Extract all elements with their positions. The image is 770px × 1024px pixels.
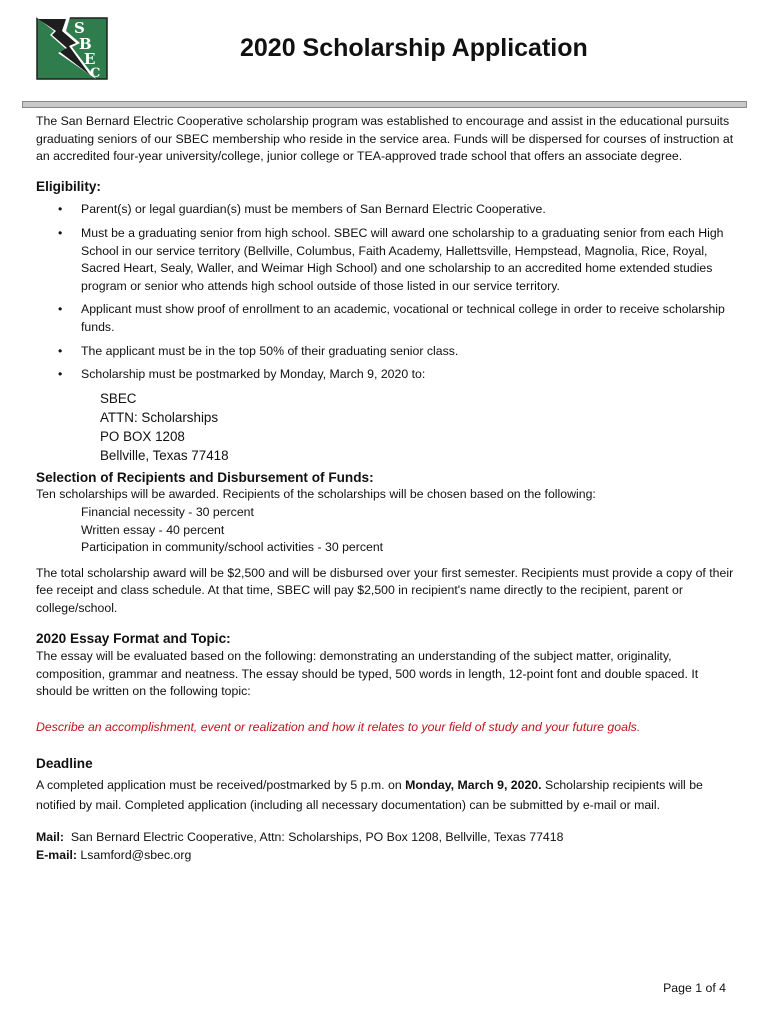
eligibility-item: • Scholarship must be postmarked by Monday, March 9, 2020 to: bbox=[36, 366, 736, 384]
selection-heading: Selection of Recipients and Disbursement of Funds: bbox=[36, 469, 374, 485]
award-paragraph: The total scholarship award will be $2,500 and will be disbursed over your first semester. Recipients must provide a copy of their fee receipt and class schedule. At that time, SBEC will pay $2,500 in recipient's name directly to the recipient, parent or college/school. bbox=[36, 565, 734, 615]
essay-topic: Describe an accomplishment, event or realization and how it relates to your field of study and your future goals. bbox=[36, 719, 641, 734]
criteria-item: Financial necessity - 30 percent bbox=[81, 504, 254, 519]
selection-intro: Ten scholarships will be awarded. Recipients of the scholarships will be chosen based on the following: bbox=[36, 487, 596, 502]
eligibility-item: • The applicant must be in the top 50% of their graduating senior class. bbox=[36, 343, 736, 361]
email-line bbox=[36, 847, 736, 865]
page-title: 2020 Scholarship Application bbox=[240, 34, 588, 62]
mail-line bbox=[36, 829, 736, 847]
email-value: Lsamford@sbec.org bbox=[77, 847, 192, 862]
page-number: Page 1 of 4 bbox=[663, 981, 726, 995]
address-line: Bellville, Texas 77418 bbox=[100, 447, 229, 463]
deadline-paragraph: A completed application must be received/postmarked by 5 p.m. on Monday, March 9, 2020. Scholarship recipients will be notified by mail. Completed application (including all necessary documentation) can be submitted by e-mail or mail. bbox=[36, 778, 703, 813]
contact-info bbox=[36, 829, 736, 864]
mailing-address bbox=[36, 389, 736, 465]
sbec-logo bbox=[36, 17, 108, 80]
header-divider bbox=[22, 101, 747, 108]
criteria-item: Participation in community/school activities - 30 percent bbox=[81, 540, 384, 555]
eligibility-item: • Must be a graduating senior from high school. SBEC will award one scholarship to a graduating senior from each High School in our service territory (Bellville, Columbus, Faith Academy, Hallettsville, Hempstead, Magnolia, Rice, Royal, Sacred Heart, Sealy, Waller, and Weimar High School) and one scholarship to an accredited home extended studies program or senior who attends high school outside of those listed in our service territory. bbox=[58, 225, 724, 293]
essay-heading: 2020 Essay Format and Topic: bbox=[36, 631, 231, 647]
email-label: E-mail: bbox=[36, 847, 77, 862]
logo-letter-c: C bbox=[90, 66, 101, 80]
logo-letter-s: S bbox=[74, 19, 85, 37]
criteria-item: Written essay - 40 percent bbox=[81, 522, 225, 537]
eligibility-item: • Parent(s) or legal guardian(s) must be members of San Bernard Electric Cooperative. bbox=[36, 201, 736, 219]
document-body bbox=[36, 113, 736, 864]
selection-criteria bbox=[36, 504, 736, 557]
mail-value: San Bernard Electric Cooperative, Attn: Scholarships, PO Box 1208, Bellville, Texas 77418 bbox=[64, 830, 564, 845]
address-line: PO BOX 1208 bbox=[100, 428, 185, 444]
deadline-heading: Deadline bbox=[36, 756, 93, 772]
mail-label: Mail: bbox=[36, 830, 65, 845]
bullet-icon: • bbox=[58, 202, 63, 217]
address-line: ATTN: Scholarships bbox=[100, 409, 219, 425]
intro-paragraph: The San Bernard Electric Cooperative scholarship program was established to encourage and assist in the educational pursuits graduating seniors of our SBEC membership who reside in the service area. Funds will be dispersed for courses of instruction at an accredited four-year university/college, junior college or TEA-approved trade school that offers an associate degree. bbox=[36, 114, 734, 164]
eligibility-heading: Eligibility: bbox=[36, 178, 101, 194]
eligibility-item: • Applicant must show proof of enrollment to an academic, vocational or technical college in order to receive scholarship funds. bbox=[58, 302, 725, 334]
logo-letter-e: E bbox=[84, 50, 96, 68]
bullet-icon: • bbox=[58, 302, 63, 317]
bullet-icon: • bbox=[58, 343, 63, 358]
bullet-icon: • bbox=[58, 367, 63, 382]
essay-paragraph: The essay will be evaluated based on the following: demonstrating an understanding of the subject matter, originality, composition, grammar and neatness. The essay should be typed, 500 words in length, 12-point font and double spaced. It should be written on the following topic: bbox=[36, 649, 699, 699]
logo-letter-b: B bbox=[79, 35, 92, 53]
bullet-icon: • bbox=[58, 225, 63, 240]
address-line: SBEC bbox=[100, 390, 137, 406]
eligibility-list bbox=[36, 201, 736, 383]
deadline-date: Monday, March 9, 2020. bbox=[405, 778, 542, 793]
